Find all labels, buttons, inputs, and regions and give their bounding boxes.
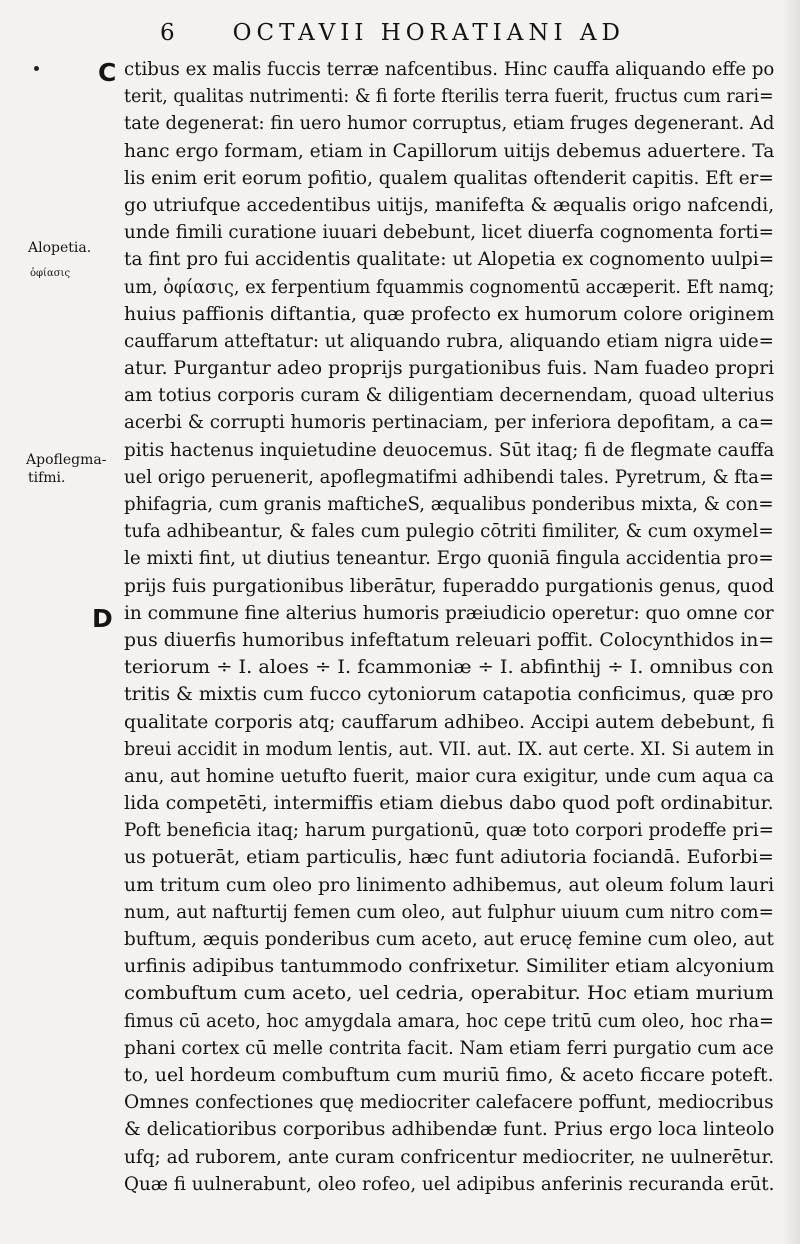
text-line: tritis & mixtis cum fucco cytoniorum catapotia conficimus, quæ pro [124, 684, 774, 706]
text-line: phifagria, cum granis mafticheS, æqualibus ponderibus mixta, & con= [124, 494, 774, 515]
page-edge-shadow [782, 0, 800, 1244]
text-line: to, uel hordeum combuftum cum muriū fimo, & aceto ficcare poteft. [124, 1064, 774, 1086]
margin-note-apoflegma: Apoflegma- [26, 452, 107, 468]
text-line: urfinis adipibus tantummodo confrixetur. Similiter etiam alcyonium [124, 956, 774, 978]
text-line: & delicatioribus corporibus adhibendæ funt. Prius ergo loca linteolo [124, 1119, 774, 1141]
text-line: tate degenerat: fin uero humor corruptus, etiam fruges degenerant. Ad [124, 113, 774, 135]
text-line: anu, aut homine uetufto fuerit, maior cura exigitur, unde cum aqua ca [124, 765, 774, 787]
running-title: OCTAVII HORATIANI AD [232, 20, 625, 46]
text-line: num, aut nafturtij femen cum oleo, aut fulphur uiuum cum nitro com= [124, 901, 774, 923]
text-line: lida competēti, intermiffis etiam diebus dabo quod poft ordinabitur. [124, 793, 774, 815]
text-line: ufq; ad ruborem, ante curam confricentur mediocriter, ne uulnerētur. [124, 1146, 774, 1168]
margin-note-tismi: tifmi. [28, 470, 66, 486]
text-line: le mixti fint, ut diutius teneantur. Ergo quoniā fingula accidentia pro= [124, 548, 774, 570]
text-line: Poft beneficia itaq; harum purgationū, quæ toto corpori prodeffe pri= [124, 820, 774, 842]
text-line: in commune fine alterius humoris præiudicio operetur: quo omne cor [124, 602, 774, 624]
text-line: hanc ergo formam, etiam in Capillorum uitijs debemus aduertere. Ta [124, 140, 774, 162]
text-line: prijs fuis purgationibus liberātur, fuperaddo purgationis genus, quod [124, 575, 774, 597]
text-line: Omnes confectiones quę mediocriter calefacere poffunt, mediocribus [124, 1092, 774, 1114]
margin-note-ophiasis: ὀφίασις [30, 268, 71, 279]
text-line: uel origo peruenerit, apoflegmatifmi adhibendi tales. Pyretrum, & fta= [124, 466, 774, 488]
text-line: um, ὀφίασις, ex ferpentium fquammis cognomentū accæperit. Eft namq; [124, 276, 774, 298]
section-initial-d: D [92, 604, 113, 633]
text-line: ta fint pro fui accidentis qualitate: ut Alopetia ex cognomento uulpi= [124, 249, 774, 271]
text-line: Quæ fi uulnerabunt, oleo rofeo, uel adipibus anferinis recuranda erūt. [124, 1173, 774, 1195]
text-line: am totius corporis curam & diligentiam decernendam, quoad ulterius [124, 385, 774, 407]
text-line: cauffarum atteftatur: ut aliquando rubra, aliquando etiam nigra uide= [124, 330, 774, 352]
text-line: buftum, æquis ponderibus cum aceto, aut erucę femine cum oleo, aut [124, 929, 774, 950]
text-line: huius paffionis diftantia, quæ profecto ex humorum colore originem [124, 303, 774, 325]
text-line: us potuerāt, etiam particulis, hæc funt adiutoria fociandā. Euforbi= [124, 847, 774, 869]
text-line: atur. Purgantur adeo proprijs purgationibus fuis. Nam fuadeo propri [124, 358, 774, 380]
text-line: teriorum ÷ I. aloes ÷ I. fcammoniæ ÷ I. abfinthij ÷ I. omnibus con [124, 657, 774, 679]
text-body [124, 56, 774, 1198]
text-line: pus diuerfis humoribus infeftatum releuari poffit. Colocynthidos in= [124, 629, 774, 651]
text-line: unde fimili curatione iuuari debebunt, licet diuerfa cognomenta forti= [124, 222, 774, 244]
text-line: um tritum cum oleo pro linimento adhibemus, aut oleum folum lauri [124, 874, 774, 896]
text-line: phani cortex cū melle contrita facit. Nam etiam ferri purgatio cum ace [124, 1037, 774, 1059]
text-line: tufa adhibeantur, & fales cum pulegio cōtriti fimiliter, & cum oxymel= [124, 521, 774, 543]
section-initial-c: C [98, 58, 117, 87]
text-line: qualitate corporis atq; cauffarum adhibeo. Accipi autem debebunt, fi [124, 711, 774, 733]
text-line: terit, qualitas nutrimenti: & fi forte fterilis terra fuerit, fructus cum rari= [124, 86, 774, 108]
text-line: combuftum cum aceto, uel cedria, operabitur. Hoc etiam murium [124, 983, 774, 1005]
page-number: 6 [160, 20, 175, 46]
text-line: pitis hactenus inquietudine deuocemus. Sūt itaq; fi de flegmate cauffa [124, 439, 774, 461]
text-line: go utriufque accedentibus uitijs, manifefta & æqualis origo nafcendi, [124, 194, 774, 216]
ink-dot [34, 66, 39, 71]
text-line: lis enim erit eorum pofitio, qualem qualitas oftenderit capitis. Eft er= [124, 167, 774, 189]
text-line: acerbi & corrupti humoris pertinaciam, per inferiora depofitam, a ca= [124, 412, 774, 434]
text-line: breui accidit in modum lentis, aut. VII. aut. IX. aut certe. XI. Si autem in [124, 738, 774, 760]
text-line: fimus cū aceto, hoc amygdala amara, hoc cepe tritū cum oleo, hoc rha= [124, 1010, 774, 1032]
text-line: ctibus ex malis fuccis terræ nafcentibus. Hinc cauffa aliquando effe po [124, 59, 774, 80]
margin-note-alopetia: Alopetia. [28, 240, 92, 256]
running-header [160, 20, 720, 46]
